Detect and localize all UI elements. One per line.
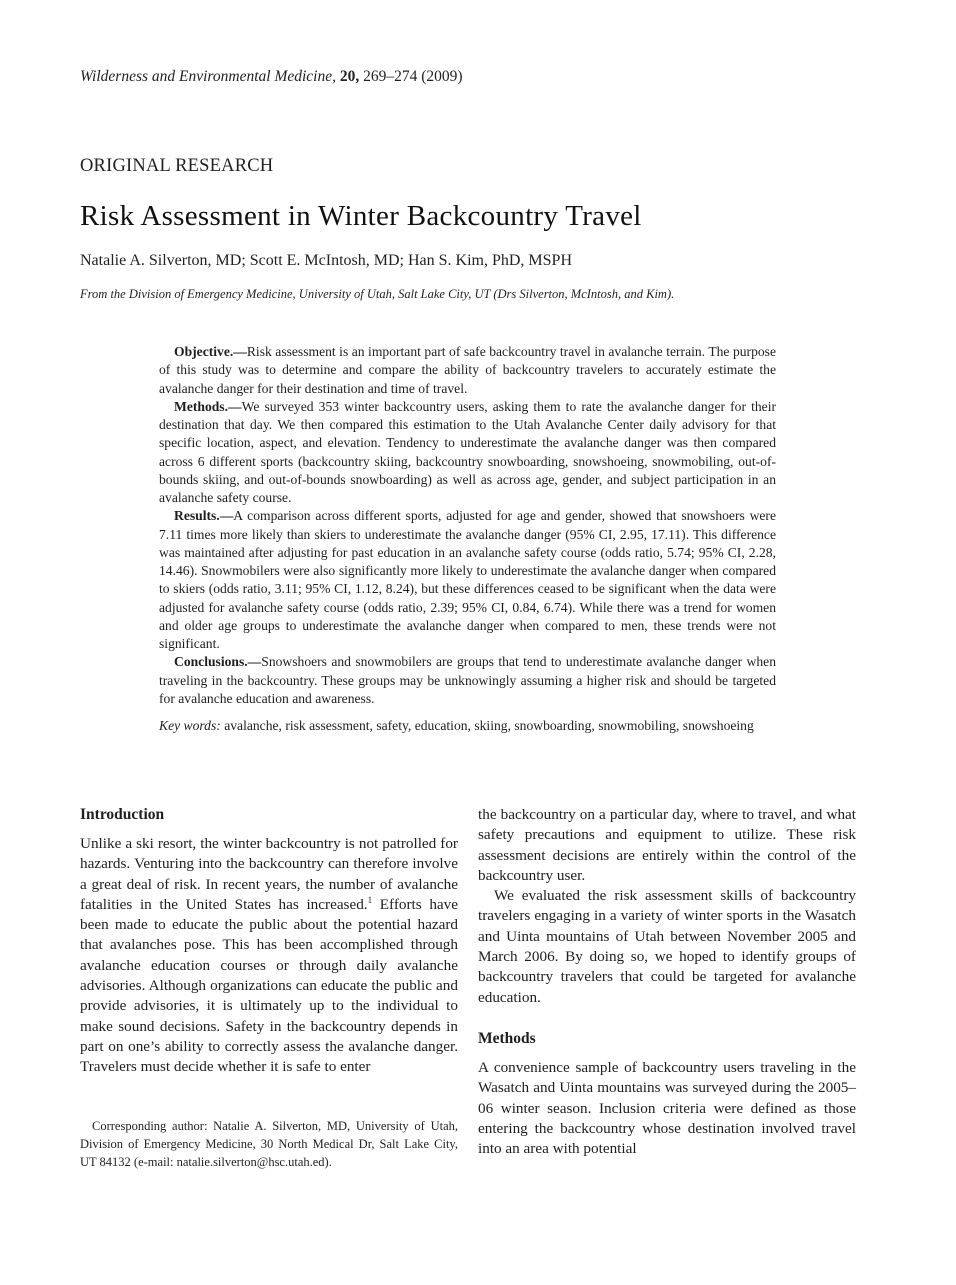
corresponding-author-note [80, 1117, 458, 1172]
methods-heading: Methods [478, 1029, 536, 1047]
abstract-objective [159, 343, 776, 398]
journal-citation [80, 68, 463, 86]
methods-paragraph-1: A convenience sample of backcountry users traveling in the Wasatch and Uinta mountains was surveyed during the 2005–06 winter season. Inclusion criteria were defined as those entering the backcountry whose destination involved travel into an area with potential [478, 1058, 856, 1158]
journal-pages-year: 269–274 (2009) [363, 68, 463, 85]
objective-text: Risk assessment is an important part of safe backcountry travel in avalanche terrain. The purpose of this study was to determine and compare the ability of backcountry travelers to accurately estimate the avalanche danger for their destination and time of travel. [159, 344, 776, 396]
introduction-heading: Introduction [80, 806, 165, 823]
results-text: A comparison across different sports, adjusted for age and gender, showed that snowshoers were 7.11 times more likely than skiers to underestimate the avalanche danger (95% CI, 2.95, 17.11). This difference was maintained after adjusting for past education in an avalanche safety course (odds ratio, 5.74; 95% CI, 2.28, 14.46). Snowmobilers were also significantly more likely to underestimate the avalanche danger when compared to skiers (odds ratio, 3.11; 95% CI, 1.12, 8.24), but these differences ceased to be significant when the data were adjusted for avalanche safety course (odds ratio, 2.39; 95% CI, 0.84, 6.74). While there was a trend for women and older age groups to underestimate the avalanche danger when compared to men, these trends were not significant. [159, 508, 776, 651]
keywords-label: Key words: [159, 718, 221, 733]
authors: Natalie A. Silverton, MD; Scott E. McIntosh, MD; Han S. Kim, PhD, MSPH [80, 252, 573, 269]
keywords [159, 717, 776, 735]
journal-name: Wilderness and Environmental Medicine [80, 68, 333, 85]
article-title: Risk Assessment in Winter Backcountry Travel [80, 200, 642, 232]
intro-p1-text-a: Unlike a ski resort, the winter backcountry is not patrolled for hazards. Venturing into the backcountry can therefore involve a great deal of risk. In recent years, the number of avalanche fatalities in the United States has increased. [80, 835, 458, 913]
journal-separator: , [332, 68, 336, 85]
intro-p1-text-b: Efforts have been made to educate the public about the potential hazard that avalanches pose. This has been accomplished through avalanche education courses or through daily avalanche advisories. Although organizations can educate the public and provide advisories, it is ultimately up to the individual to make sound decisions. Safety in the backcountry depends in part on one’s ability to correctly assess the avalanche danger. Travelers must decide whether it is safe to enter [80, 895, 458, 1076]
results-label: Results.— [174, 508, 234, 524]
affiliation: From the Division of Emergency Medicine, University of Utah, Salt Lake City, UT (Drs Silverton, McIntosh, and Kim). [80, 287, 675, 301]
objective-label: Objective.— [174, 344, 247, 359]
conclusions-text: Snowshoers and snowmobilers are groups that tend to underestimate avalanche danger when traveling in the backcountry. These groups may be unknowingly assuming a higher risk and should be targeted for avalanche education and awareness. [159, 654, 776, 706]
corresponding-text: Corresponding author: Natalie A. Silverton, MD, University of Utah, Division of Emergency Medicine, 30 North Medical Dr, Salt Lake City, UT 84132 (e-mail: natalie.silverton@hsc.utah.ed). [80, 1119, 458, 1170]
methods-label: Methods.— [174, 398, 242, 414]
conclusions-label: Conclusions.— [174, 654, 262, 670]
abstract [159, 343, 776, 735]
introduction-paragraph-1-continued: the backcountry on a particular day, where to travel, and what safety precautions and equipment to utilize. These risk assessment decisions are entirely within the control of the backcountry user. [478, 806, 856, 884]
section-label: ORIGINAL RESEARCH [80, 156, 274, 176]
journal-volume: 20, [339, 68, 360, 85]
methods-text: We surveyed 353 winter backcountry users, asking them to rate the avalanche danger for their destination that day. We then compared this estimation to the Utah Avalanche Center daily advisory for that specific location, aspect, and elevation. Tendency to underestimate the avalanche danger was then compared across 6 different sports (backcountry skiing, backcountry snowboarding, snowshoeing, snowmobiling, out-of-bounds skiing, and out-of-bounds snowboarding) as well as across age, gender, and subject participation in an avalanche safety course. [159, 398, 776, 505]
introduction-paragraph-2: We evaluated the risk assessment skills of backcountry travelers engaging in a variety of winter sports in the Wasatch and Uinta mountains of Utah between November 2005 and March 2006. By doing so, we hoped to identify groups of backcountry travelers that could be targeted for avalanche education. [478, 887, 856, 1006]
introduction-paragraph-1 [80, 834, 458, 1078]
abstract-conclusions [159, 653, 776, 708]
left-column [80, 805, 458, 1078]
right-column [478, 805, 856, 1159]
abstract-results [159, 507, 776, 653]
keywords-text: avalanche, risk assessment, safety, education, skiing, snowboarding, snowmobiling, snowshoeing [224, 718, 754, 733]
abstract-methods [159, 398, 776, 508]
citation-1[interactable]: 1 [367, 894, 373, 905]
